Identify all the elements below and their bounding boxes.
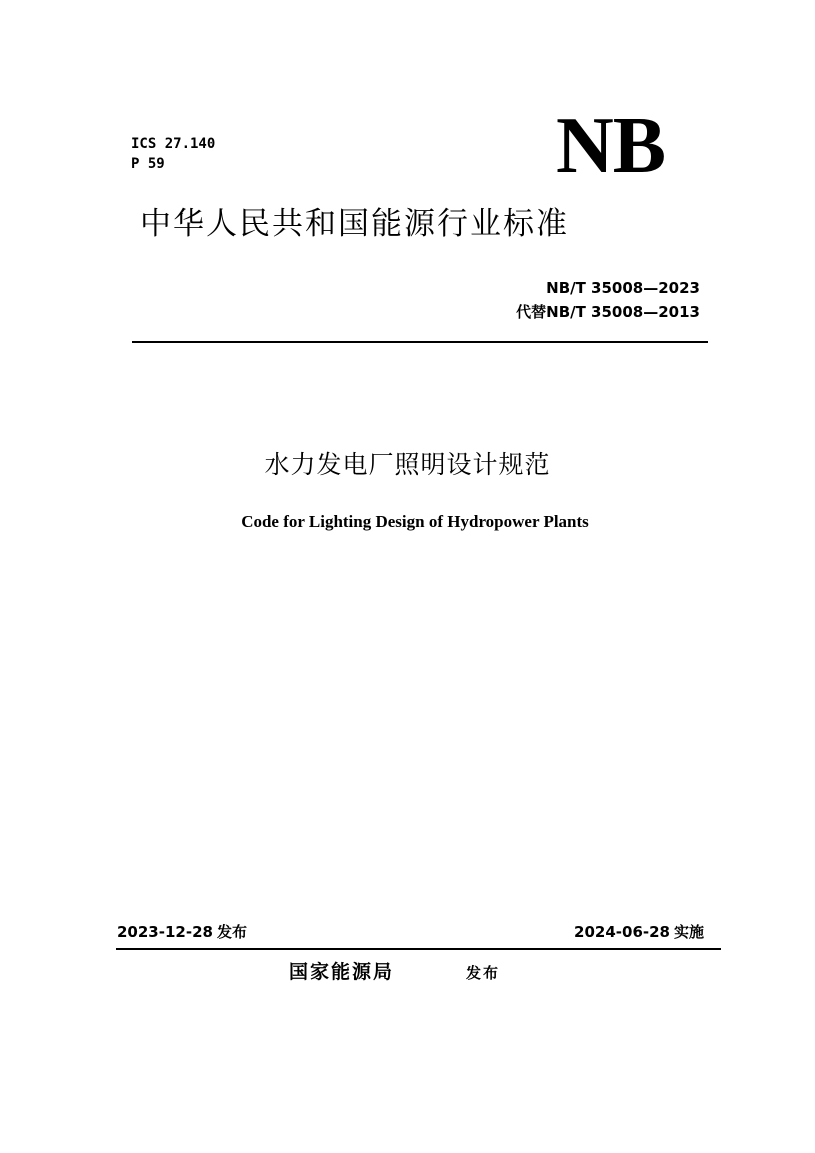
issue-date: 2023-12-28 xyxy=(117,923,213,941)
publish-label: 发布 xyxy=(466,964,501,982)
header-divider xyxy=(132,341,708,343)
title-chinese: 水力发电厂照明设计规范 xyxy=(264,450,551,479)
replaces-line xyxy=(516,300,700,324)
publisher-name: 国家能源局 xyxy=(289,961,395,983)
classification-code: P 59 xyxy=(131,156,165,172)
standard-number: NB/T 35008—2023 xyxy=(546,279,700,297)
footer-divider xyxy=(116,948,721,950)
ics-code: ICS 27.140 xyxy=(131,136,216,152)
title-english: Code for Lighting Design of Hydropower Plants xyxy=(241,512,589,531)
standard-number-block xyxy=(516,276,700,324)
issue-label: 发布 xyxy=(216,923,247,941)
implementation-date: 2024-06-28 xyxy=(574,923,670,941)
replaces-prefix: 代替 xyxy=(516,303,547,321)
issue-date-line xyxy=(117,921,247,943)
standard-category-heading: 中华人民共和国能源行业标准 xyxy=(140,206,569,242)
implementation-label: 实施 xyxy=(673,923,704,941)
implementation-date-line xyxy=(574,921,704,943)
classification-block xyxy=(131,134,215,174)
nb-logo: NB xyxy=(556,102,666,190)
replaces-number: NB/T 35008—2013 xyxy=(546,303,700,321)
